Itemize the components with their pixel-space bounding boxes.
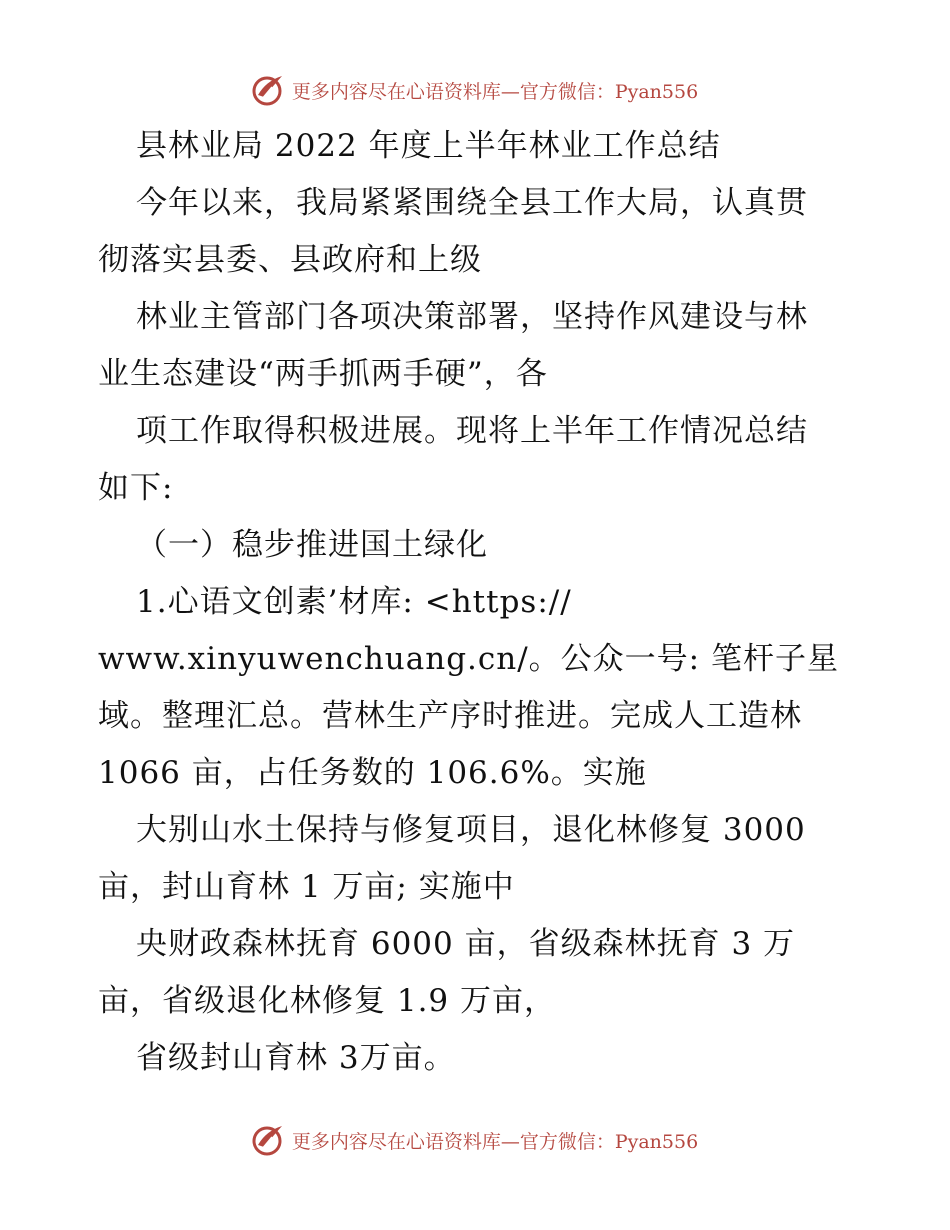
banner-text: 更多内容尽在心语资料库—官方微信：Pyan556 [291, 80, 699, 103]
paragraph-line: 大别山水土保持与修复项目，退化林修复 3000 [136, 812, 806, 848]
paragraph-line: www.xinyuwenchuang.cn/。公众一号: 笔杆子星 [98, 641, 839, 677]
paragraph-line: 央财政森林抚育 6000 亩，省级森林抚育 3 万 [136, 926, 796, 962]
quill-pen-logo-icon [252, 73, 286, 107]
paragraph-line: 业生态建设“两手抓两手硬”，各 [98, 356, 548, 392]
section-heading: （一）稳步推进国土绿化 [136, 527, 488, 563]
paragraph-line: 亩，封山育林 1 万亩; 实施中 [98, 869, 515, 905]
paragraph-line: 如下: [98, 470, 174, 506]
paragraph-line: 项工作取得积极进展。现将上半年工作情况总结 [136, 413, 808, 449]
paragraph-line: 林业主管部门各项决策部署，坚持作风建设与林 [136, 299, 808, 335]
document-body [98, 118, 858, 1087]
banner-text: 更多内容尽在心语资料库—官方微信：Pyan556 [291, 1130, 699, 1153]
paragraph-line: 域。整理汇总。营林生产序时推进。完成人工造林 [98, 698, 802, 734]
header-banner [0, 70, 950, 110]
paragraph-line: 彻落实县委、县政府和上级 [98, 242, 482, 278]
footer-banner [0, 1120, 950, 1160]
paragraph-line: 1.心语文创素’材库: <https:// [136, 584, 572, 620]
document-title: 县林业局 2022 年度上半年林业工作总结 [136, 128, 721, 164]
paragraph-line: 今年以来，我局紧紧围绕全县工作大局，认真贯 [136, 185, 808, 221]
quill-pen-logo-icon [252, 1123, 286, 1157]
paragraph-line: 1066 亩，占任务数的 106.6%。实施 [98, 755, 647, 791]
paragraph-line: 亩，省级退化林修复 1.9 万亩， [98, 983, 557, 1019]
paragraph-line: 省级封山育林 3万亩。 [136, 1040, 456, 1076]
